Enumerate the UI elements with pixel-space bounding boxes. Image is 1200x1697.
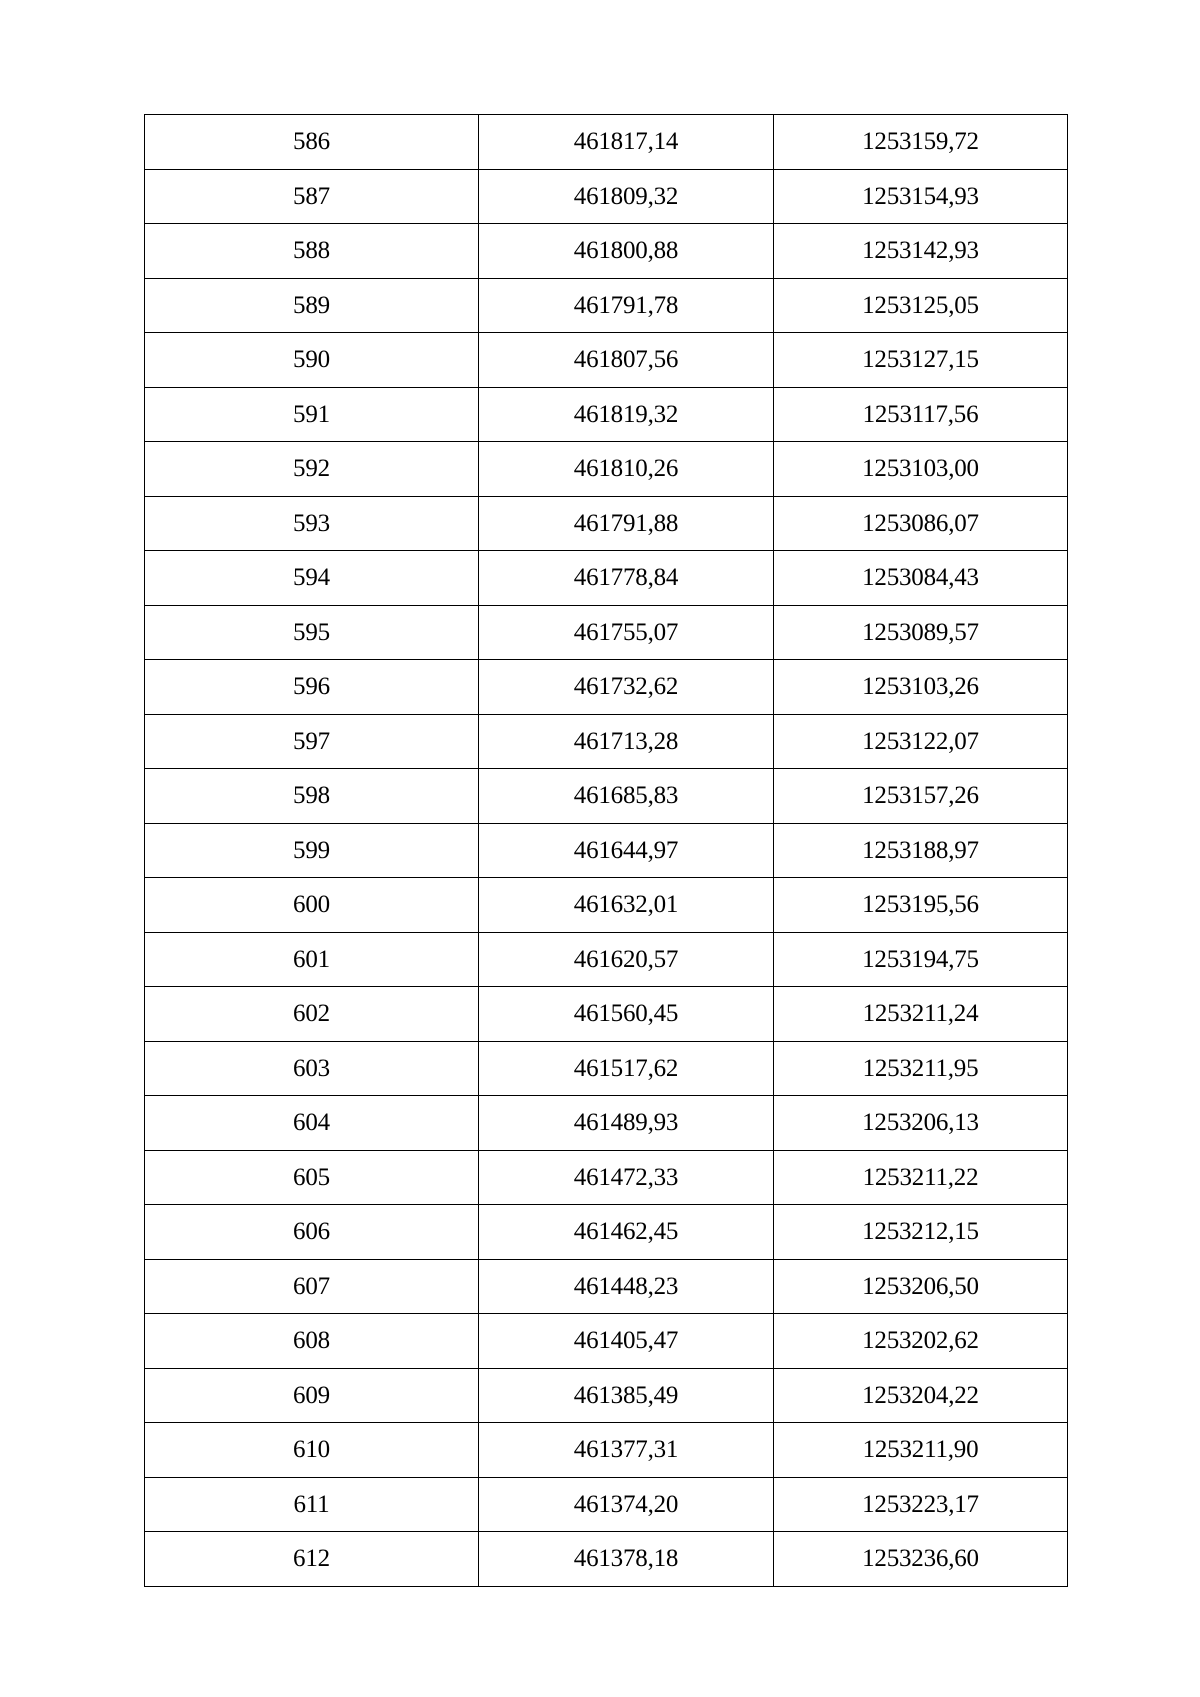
point-number-cell: 589 [145, 278, 479, 333]
point-number-cell: 603 [145, 1041, 479, 1096]
x-coordinate-cell: 461620,57 [479, 932, 774, 987]
point-number-cell: 598 [145, 769, 479, 824]
x-coordinate-cell: 461448,23 [479, 1259, 774, 1314]
y-coordinate-cell: 1253084,43 [774, 551, 1068, 606]
point-number-cell: 608 [145, 1314, 479, 1369]
table-row [145, 169, 1068, 224]
coordinates-table-body [145, 115, 1068, 1587]
x-coordinate-cell: 461378,18 [479, 1532, 774, 1587]
table-row [145, 878, 1068, 933]
point-number-cell: 597 [145, 714, 479, 769]
point-number-cell: 609 [145, 1368, 479, 1423]
x-coordinate-cell: 461819,32 [479, 387, 774, 442]
point-number-cell: 596 [145, 660, 479, 715]
y-coordinate-cell: 1253086,07 [774, 496, 1068, 551]
table-row [145, 278, 1068, 333]
y-coordinate-cell: 1253089,57 [774, 605, 1068, 660]
table-row [145, 387, 1068, 442]
x-coordinate-cell: 461560,45 [479, 987, 774, 1042]
table-row [145, 442, 1068, 497]
y-coordinate-cell: 1253188,97 [774, 823, 1068, 878]
table-row [145, 1532, 1068, 1587]
y-coordinate-cell: 1253202,62 [774, 1314, 1068, 1369]
y-coordinate-cell: 1253223,17 [774, 1477, 1068, 1532]
y-coordinate-cell: 1253159,72 [774, 115, 1068, 170]
point-number-cell: 604 [145, 1096, 479, 1151]
x-coordinate-cell: 461755,07 [479, 605, 774, 660]
table-row [145, 224, 1068, 279]
table-row [145, 1477, 1068, 1532]
table-row [145, 551, 1068, 606]
x-coordinate-cell: 461632,01 [479, 878, 774, 933]
x-coordinate-cell: 461517,62 [479, 1041, 774, 1096]
x-coordinate-cell: 461791,78 [479, 278, 774, 333]
x-coordinate-cell: 461713,28 [479, 714, 774, 769]
y-coordinate-cell: 1253125,05 [774, 278, 1068, 333]
point-number-cell: 593 [145, 496, 479, 551]
y-coordinate-cell: 1253154,93 [774, 169, 1068, 224]
x-coordinate-cell: 461644,97 [479, 823, 774, 878]
point-number-cell: 611 [145, 1477, 479, 1532]
x-coordinate-cell: 461810,26 [479, 442, 774, 497]
table-row [145, 1041, 1068, 1096]
table-row [145, 1205, 1068, 1260]
x-coordinate-cell: 461374,20 [479, 1477, 774, 1532]
x-coordinate-cell: 461489,93 [479, 1096, 774, 1151]
point-number-cell: 606 [145, 1205, 479, 1260]
x-coordinate-cell: 461800,88 [479, 224, 774, 279]
x-coordinate-cell: 461809,32 [479, 169, 774, 224]
table-row [145, 714, 1068, 769]
y-coordinate-cell: 1253122,07 [774, 714, 1068, 769]
x-coordinate-cell: 461807,56 [479, 333, 774, 388]
point-number-cell: 607 [145, 1259, 479, 1314]
table-row [145, 605, 1068, 660]
y-coordinate-cell: 1253206,50 [774, 1259, 1068, 1314]
x-coordinate-cell: 461385,49 [479, 1368, 774, 1423]
y-coordinate-cell: 1253206,13 [774, 1096, 1068, 1151]
point-number-cell: 599 [145, 823, 479, 878]
point-number-cell: 602 [145, 987, 479, 1042]
point-number-cell: 610 [145, 1423, 479, 1478]
x-coordinate-cell: 461472,33 [479, 1150, 774, 1205]
point-number-cell: 591 [145, 387, 479, 442]
y-coordinate-cell: 1253157,26 [774, 769, 1068, 824]
point-number-cell: 592 [145, 442, 479, 497]
y-coordinate-cell: 1253204,22 [774, 1368, 1068, 1423]
y-coordinate-cell: 1253195,56 [774, 878, 1068, 933]
table-row [145, 1150, 1068, 1205]
table-row [145, 932, 1068, 987]
y-coordinate-cell: 1253236,60 [774, 1532, 1068, 1587]
y-coordinate-cell: 1253127,15 [774, 333, 1068, 388]
x-coordinate-cell: 461462,45 [479, 1205, 774, 1260]
y-coordinate-cell: 1253211,90 [774, 1423, 1068, 1478]
table-row [145, 333, 1068, 388]
table-row [145, 1096, 1068, 1151]
coordinates-table [144, 114, 1068, 1587]
table-row [145, 1259, 1068, 1314]
point-number-cell: 605 [145, 1150, 479, 1205]
x-coordinate-cell: 461791,88 [479, 496, 774, 551]
y-coordinate-cell: 1253103,00 [774, 442, 1068, 497]
point-number-cell: 587 [145, 169, 479, 224]
y-coordinate-cell: 1253212,15 [774, 1205, 1068, 1260]
table-row [145, 115, 1068, 170]
y-coordinate-cell: 1253117,56 [774, 387, 1068, 442]
y-coordinate-cell: 1253103,26 [774, 660, 1068, 715]
table-row [145, 1423, 1068, 1478]
point-number-cell: 600 [145, 878, 479, 933]
x-coordinate-cell: 461778,84 [479, 551, 774, 606]
y-coordinate-cell: 1253211,95 [774, 1041, 1068, 1096]
table-row [145, 496, 1068, 551]
y-coordinate-cell: 1253194,75 [774, 932, 1068, 987]
x-coordinate-cell: 461377,31 [479, 1423, 774, 1478]
point-number-cell: 595 [145, 605, 479, 660]
table-row [145, 1368, 1068, 1423]
x-coordinate-cell: 461405,47 [479, 1314, 774, 1369]
table-row [145, 823, 1068, 878]
table-row [145, 1314, 1068, 1369]
point-number-cell: 588 [145, 224, 479, 279]
y-coordinate-cell: 1253211,22 [774, 1150, 1068, 1205]
x-coordinate-cell: 461817,14 [479, 115, 774, 170]
point-number-cell: 612 [145, 1532, 479, 1587]
table-row [145, 987, 1068, 1042]
y-coordinate-cell: 1253211,24 [774, 987, 1068, 1042]
x-coordinate-cell: 461732,62 [479, 660, 774, 715]
point-number-cell: 601 [145, 932, 479, 987]
x-coordinate-cell: 461685,83 [479, 769, 774, 824]
table-row [145, 660, 1068, 715]
point-number-cell: 590 [145, 333, 479, 388]
table-row [145, 769, 1068, 824]
y-coordinate-cell: 1253142,93 [774, 224, 1068, 279]
point-number-cell: 586 [145, 115, 479, 170]
point-number-cell: 594 [145, 551, 479, 606]
